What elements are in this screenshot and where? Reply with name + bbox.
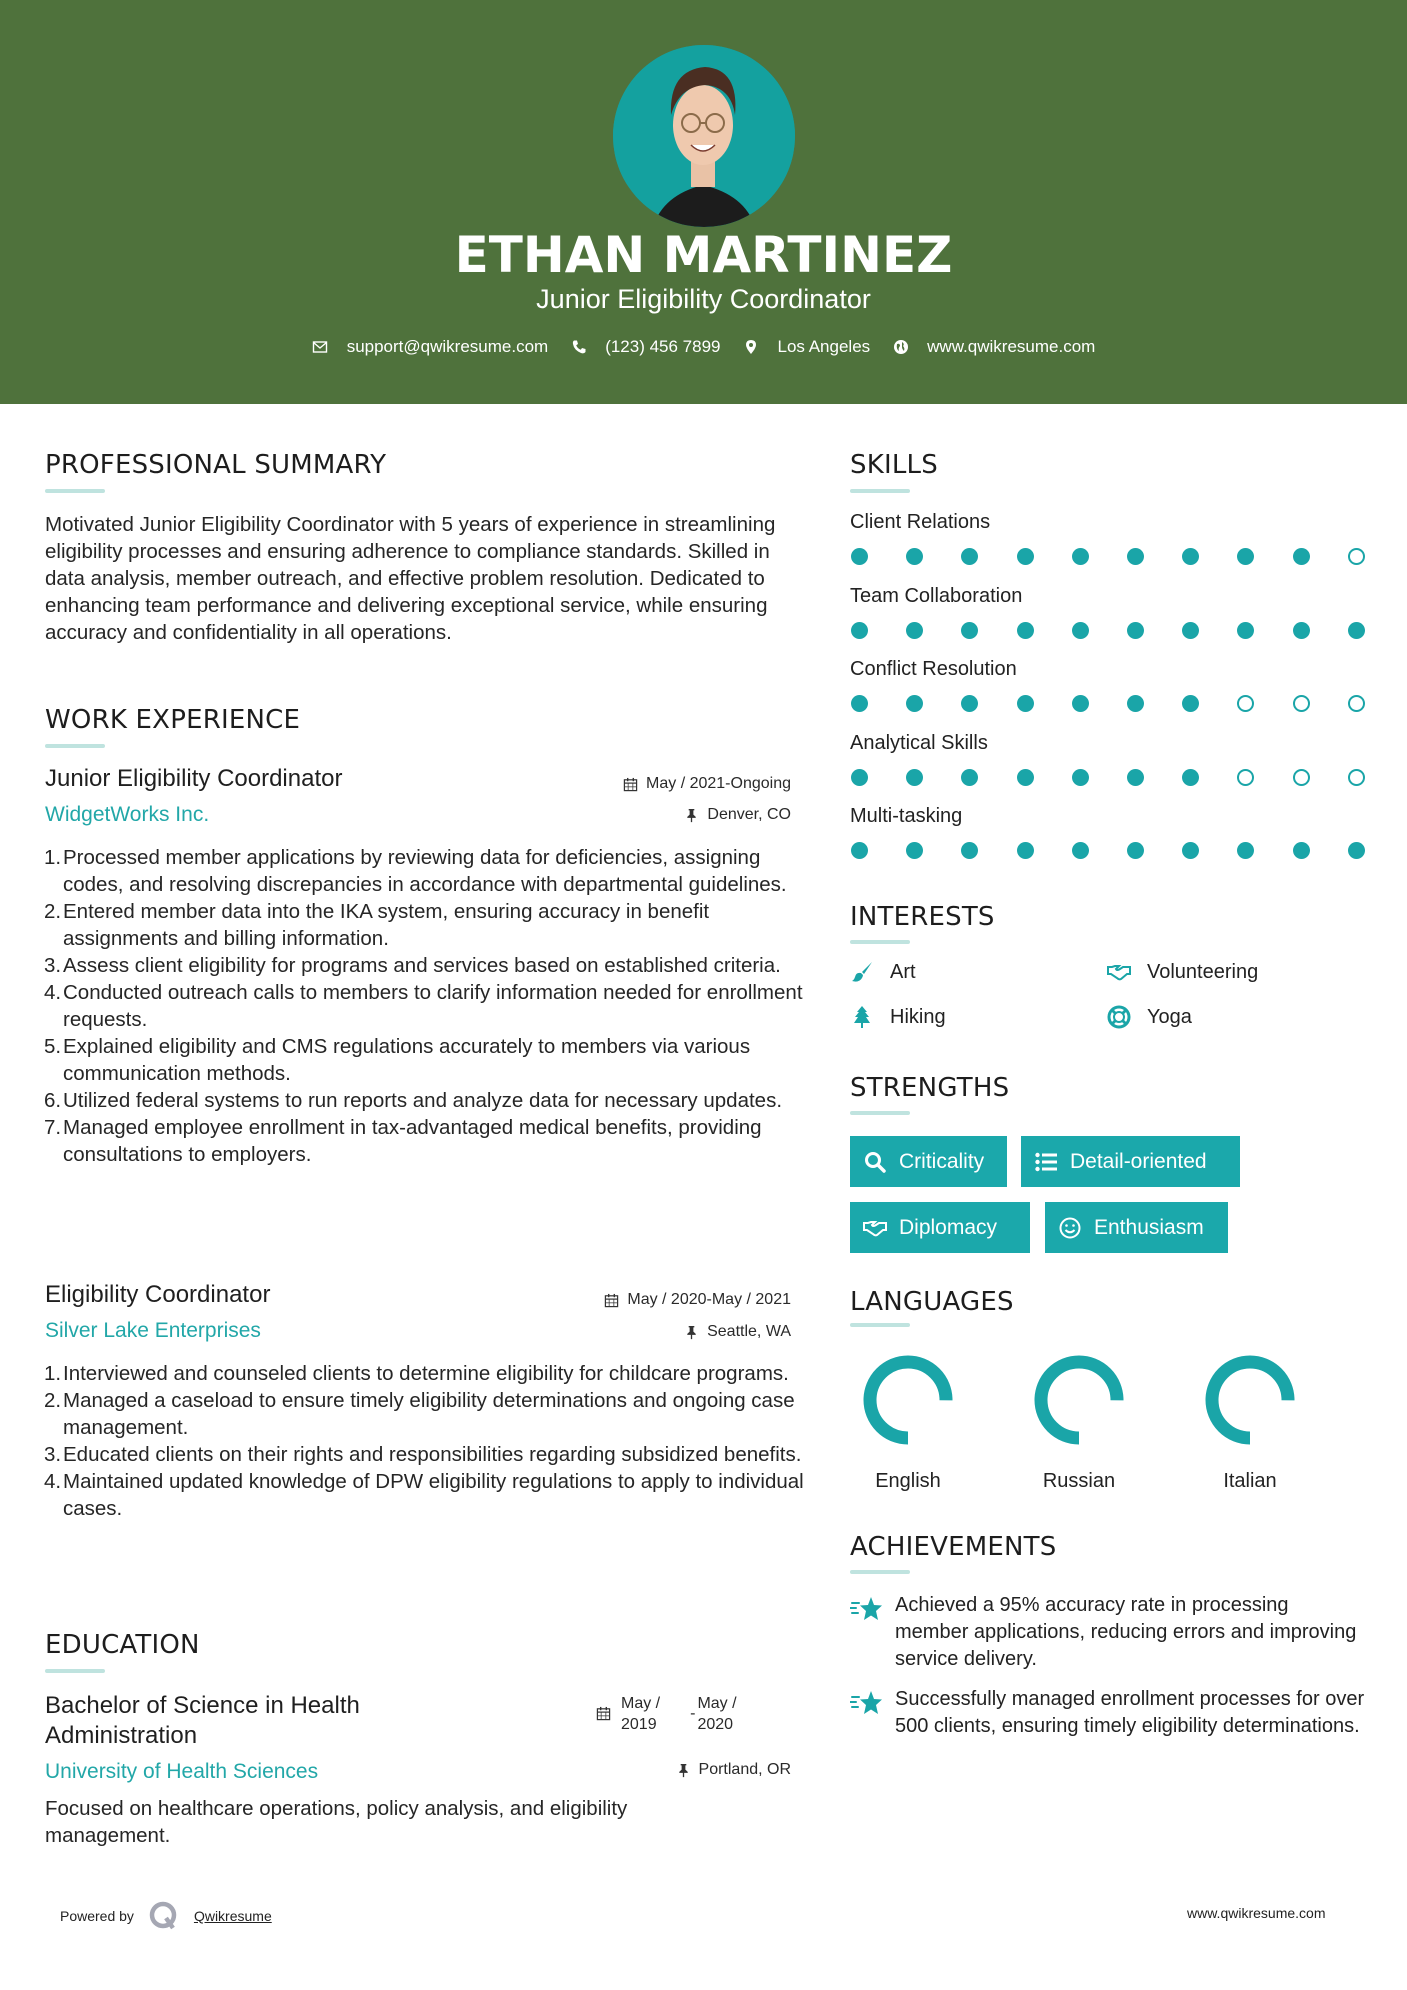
pushpin-icon bbox=[684, 1325, 699, 1340]
rating-dot-filled bbox=[1017, 548, 1034, 565]
list-item: Managed employee enrollment in tax-advantaged medical benefits, providing consultations to employers. bbox=[63, 1116, 762, 1166]
rating-dot-filled bbox=[851, 769, 868, 786]
section-underline bbox=[45, 744, 105, 748]
education-location bbox=[560, 1761, 791, 1779]
job-location-text: Seattle, WA bbox=[707, 1323, 791, 1340]
rating-dot-filled bbox=[1182, 622, 1199, 639]
rating-dot-filled bbox=[961, 769, 978, 786]
job-dates bbox=[560, 775, 791, 793]
contact-location-text: Los Angeles bbox=[777, 337, 871, 356]
job-dates-text: May / 2021-Ongoing bbox=[646, 775, 791, 792]
paintbrush-icon bbox=[850, 960, 874, 984]
language-ring-icon bbox=[860, 1352, 956, 1448]
calendar-icon bbox=[623, 777, 638, 792]
list-item: Entered member data into the IKA system, ensuring accuracy in benefit assignments and billing information. bbox=[63, 900, 710, 950]
rating-dot-filled bbox=[906, 842, 923, 859]
list-item: Assess client eligibility for programs and services based on established criteria. bbox=[63, 954, 781, 977]
skill-rating bbox=[851, 548, 1403, 565]
job-location bbox=[560, 806, 791, 824]
job-title: Eligibility Coordinator bbox=[45, 1281, 271, 1308]
language-name: Italian bbox=[1223, 1470, 1277, 1492]
contact-email[interactable] bbox=[312, 337, 549, 357]
rating-dot-empty bbox=[1348, 769, 1365, 786]
rating-dot-filled bbox=[906, 548, 923, 565]
section-underline bbox=[850, 489, 910, 493]
skill-rating bbox=[851, 622, 1403, 639]
rating-dot-filled bbox=[961, 548, 978, 565]
contact-website-text: www.qwikresume.com bbox=[927, 337, 1096, 356]
company-name: WidgetWorks Inc. bbox=[45, 803, 210, 826]
rating-dot-filled bbox=[1072, 622, 1089, 639]
contact-phone-text: (123) 456 7899 bbox=[605, 337, 721, 356]
education-dates bbox=[596, 1693, 737, 1735]
smile-icon bbox=[1058, 1216, 1082, 1240]
candidate-title: Junior Eligibility Coordinator bbox=[536, 284, 871, 314]
rating-dot-filled bbox=[851, 622, 868, 639]
rating-dot-filled bbox=[1293, 842, 1310, 859]
rating-dot-filled bbox=[1127, 769, 1144, 786]
qwikresume-logo-icon bbox=[148, 1900, 180, 1932]
contact-bar bbox=[0, 337, 1407, 357]
rating-dot-filled bbox=[961, 695, 978, 712]
rating-dot-filled bbox=[1293, 548, 1310, 565]
star-achievement-icon bbox=[850, 1688, 884, 1718]
interest-art bbox=[850, 960, 916, 984]
strength-label: Detail-oriented bbox=[1070, 1149, 1207, 1173]
skill-name: Client Relations bbox=[850, 511, 991, 533]
list-item: Managed a caseload to ensure timely eligibility determinations and ongoing case management. bbox=[63, 1389, 795, 1439]
education-end-date: May / 2020 bbox=[697, 1695, 737, 1733]
contact-email-text: support@qwikresume.com bbox=[346, 337, 549, 356]
rating-dot-filled bbox=[1127, 842, 1144, 859]
school-name: University of Health Sciences bbox=[45, 1760, 319, 1783]
degree-line-2: Administration bbox=[45, 1722, 198, 1749]
language-name: Russian bbox=[1042, 1470, 1116, 1492]
list-icon bbox=[1034, 1150, 1058, 1174]
job-bullet-list bbox=[45, 844, 805, 1168]
language-ring-icon bbox=[1202, 1352, 1298, 1448]
list-item: Utilized federal systems to run reports and analyze data for necessary updates. bbox=[63, 1089, 783, 1112]
list-item: Educated clients on their rights and responsibilities regarding subsidized benefits. bbox=[63, 1443, 802, 1466]
strength-criticality bbox=[850, 1136, 1007, 1187]
date-separator: - bbox=[690, 1705, 696, 1722]
rating-dot-filled bbox=[1017, 842, 1034, 859]
job-location bbox=[560, 1323, 791, 1341]
list-item: Processed member applications by reviewing data for deficiencies, assigning codes, and resolving discrepancies in accordance with departmental guidelines. bbox=[63, 846, 787, 896]
degree-title bbox=[45, 1691, 360, 1751]
section-title-achievements: ACHIEVEMENTS bbox=[850, 1532, 1057, 1562]
section-underline bbox=[45, 1669, 105, 1673]
rating-dot-filled bbox=[1182, 842, 1199, 859]
section-title-interests: INTERESTS bbox=[850, 902, 995, 932]
pushpin-icon bbox=[684, 808, 699, 823]
strength-label: Enthusiasm bbox=[1094, 1215, 1204, 1239]
rating-dot-filled bbox=[1127, 548, 1144, 565]
skill-name: Multi-tasking bbox=[850, 805, 963, 827]
language-item bbox=[1190, 1352, 1310, 1493]
rating-dot-filled bbox=[1127, 695, 1144, 712]
education-location-text: Portland, OR bbox=[698, 1761, 791, 1778]
skill-name: Conflict Resolution bbox=[850, 658, 1017, 680]
calendar-icon bbox=[596, 1706, 611, 1721]
section-underline bbox=[850, 1570, 910, 1574]
rating-dot-filled bbox=[1017, 695, 1034, 712]
profile-photo bbox=[613, 45, 795, 227]
rating-dot-empty bbox=[1293, 769, 1310, 786]
rating-dot-filled bbox=[1127, 622, 1144, 639]
handshake-icon bbox=[863, 1216, 887, 1240]
job-location-text: Denver, CO bbox=[707, 806, 791, 823]
rating-dot-empty bbox=[1348, 548, 1365, 565]
strength-label: Criticality bbox=[899, 1149, 985, 1173]
job-dates-text: May / 2020-May / 2021 bbox=[627, 1291, 791, 1308]
globe-icon bbox=[892, 339, 909, 356]
rating-dot-filled bbox=[961, 842, 978, 859]
contact-phone[interactable] bbox=[570, 337, 720, 357]
achievement-item bbox=[850, 1686, 1365, 1740]
section-title-skills: SKILLS bbox=[850, 450, 938, 480]
company-name: Silver Lake Enterprises bbox=[45, 1319, 261, 1342]
candidate-name: ETHAN MARTINEZ bbox=[454, 226, 953, 284]
degree-line-1: Bachelor of Science in Health bbox=[45, 1692, 360, 1719]
achievement-text: Achieved a 95% accuracy rate in processing member applications, reducing errors and improving service delivery. bbox=[895, 1594, 1357, 1670]
rating-dot-filled bbox=[906, 769, 923, 786]
powered-by-label: Powered by bbox=[60, 1908, 134, 1924]
list-item: Interviewed and counseled clients to determine eligibility for childcare programs. bbox=[63, 1362, 789, 1385]
rating-dot-filled bbox=[1017, 622, 1034, 639]
rating-dot-filled bbox=[851, 548, 868, 565]
qwikresume-link[interactable]: Qwikresume bbox=[193, 1908, 272, 1924]
rating-dot-filled bbox=[1182, 695, 1199, 712]
section-title-languages: LANGUAGES bbox=[850, 1287, 1014, 1317]
section-title-summary: PROFESSIONAL SUMMARY bbox=[45, 450, 387, 480]
list-item: Conducted outreach calls to members to clarify information needed for enrollment requests. bbox=[63, 981, 803, 1031]
achievement-item bbox=[850, 1592, 1365, 1673]
rating-dot-filled bbox=[1017, 769, 1034, 786]
section-title-strengths: STRENGTHS bbox=[850, 1073, 1010, 1103]
job-title: Junior Eligibility Coordinator bbox=[45, 765, 343, 792]
rating-dot-empty bbox=[1348, 695, 1365, 712]
language-name: English bbox=[875, 1470, 941, 1492]
skill-rating bbox=[851, 695, 1403, 712]
footer-powered-by bbox=[60, 1900, 272, 1932]
language-ring-icon bbox=[1031, 1352, 1127, 1448]
phone-icon bbox=[570, 339, 587, 356]
rating-dot-filled bbox=[1293, 622, 1310, 639]
interest-label: Yoga bbox=[1147, 1005, 1192, 1028]
strength-diplomacy bbox=[850, 1202, 1030, 1253]
skill-name: Analytical Skills bbox=[850, 731, 988, 754]
section-underline bbox=[45, 489, 105, 493]
star-achievement-icon bbox=[850, 1594, 884, 1624]
interest-label: Volunteering bbox=[1147, 960, 1259, 983]
rating-dot-filled bbox=[1237, 842, 1254, 859]
rating-dot-filled bbox=[1237, 622, 1254, 639]
education-start-date: May / 2019 bbox=[621, 1695, 661, 1733]
section-underline bbox=[850, 940, 910, 944]
section-title-education: EDUCATION bbox=[45, 1630, 200, 1660]
skill-name: Team Collaboration bbox=[850, 584, 1023, 607]
interest-label: Art bbox=[890, 960, 916, 983]
strength-enthusiasm bbox=[1045, 1202, 1228, 1253]
achievement-text: Successfully managed enrollment processes for over 500 clients, ensuring timely eligibility determinations. bbox=[895, 1688, 1365, 1737]
rating-dot-filled bbox=[906, 695, 923, 712]
rating-dot-filled bbox=[1182, 548, 1199, 565]
rating-dot-filled bbox=[961, 622, 978, 639]
rating-dot-filled bbox=[1182, 769, 1199, 786]
tree-icon bbox=[850, 1005, 874, 1029]
rating-dot-filled bbox=[851, 695, 868, 712]
rating-dot-filled bbox=[906, 622, 923, 639]
envelope-icon bbox=[312, 339, 329, 356]
contact-website[interactable] bbox=[892, 337, 1095, 357]
rating-dot-filled bbox=[1348, 842, 1365, 859]
section-title-experience: WORK EXPERIENCE bbox=[45, 705, 301, 735]
interest-hiking bbox=[850, 1005, 946, 1029]
rating-dot-filled bbox=[851, 842, 868, 859]
language-item bbox=[1019, 1352, 1139, 1493]
education-description: Focused on healthcare operations, policy analysis, and eligibility management. bbox=[45, 1797, 628, 1847]
lifebuoy-icon bbox=[1107, 1005, 1131, 1029]
pushpin-icon bbox=[676, 1763, 691, 1778]
person-photo-icon bbox=[613, 45, 795, 227]
summary-text: Motivated Junior Eligibility Coordinator with 5 years of experience in streamlining eligibility processes and ensuring adherence to compliance standards. Skilled in data analysis, member outreach, and effective problem resolution. Dedicated to enhancing team performance and delivering exceptional service, while ensuring accuracy and confidentiality in all operations. bbox=[45, 513, 776, 644]
interest-volunteering bbox=[1107, 960, 1258, 984]
rating-dot-empty bbox=[1237, 769, 1254, 786]
handshake-icon bbox=[1107, 960, 1131, 984]
calendar-icon bbox=[604, 1293, 619, 1308]
section-underline bbox=[850, 1323, 910, 1327]
rating-dot-filled bbox=[1072, 548, 1089, 565]
strength-label: Diplomacy bbox=[899, 1215, 998, 1239]
job-dates bbox=[540, 1291, 791, 1309]
language-item bbox=[848, 1352, 968, 1493]
contact-location bbox=[743, 337, 871, 357]
rating-dot-filled bbox=[1348, 622, 1365, 639]
search-icon bbox=[863, 1150, 887, 1174]
footer-website[interactable]: www.qwikresume.com bbox=[1187, 1905, 1326, 1921]
strength-detail-oriented bbox=[1021, 1136, 1240, 1187]
resume-header bbox=[0, 0, 1407, 404]
section-underline bbox=[850, 1111, 910, 1115]
interest-yoga bbox=[1107, 1005, 1192, 1029]
rating-dot-filled bbox=[1072, 842, 1089, 859]
interest-label: Hiking bbox=[890, 1005, 946, 1028]
list-item: Explained eligibility and CMS regulations accurately to members via various communication methods. bbox=[63, 1035, 751, 1085]
rating-dot-empty bbox=[1293, 695, 1310, 712]
list-item: Maintained updated knowledge of DPW eligibility regulations to apply to individual cases. bbox=[63, 1470, 804, 1520]
job-bullet-list bbox=[45, 1360, 805, 1522]
skill-rating bbox=[851, 769, 1403, 786]
rating-dot-empty bbox=[1237, 695, 1254, 712]
map-marker-icon bbox=[743, 339, 760, 356]
rating-dot-filled bbox=[1237, 548, 1254, 565]
rating-dot-filled bbox=[1072, 695, 1089, 712]
rating-dot-filled bbox=[1072, 769, 1089, 786]
skill-rating bbox=[851, 842, 1403, 859]
